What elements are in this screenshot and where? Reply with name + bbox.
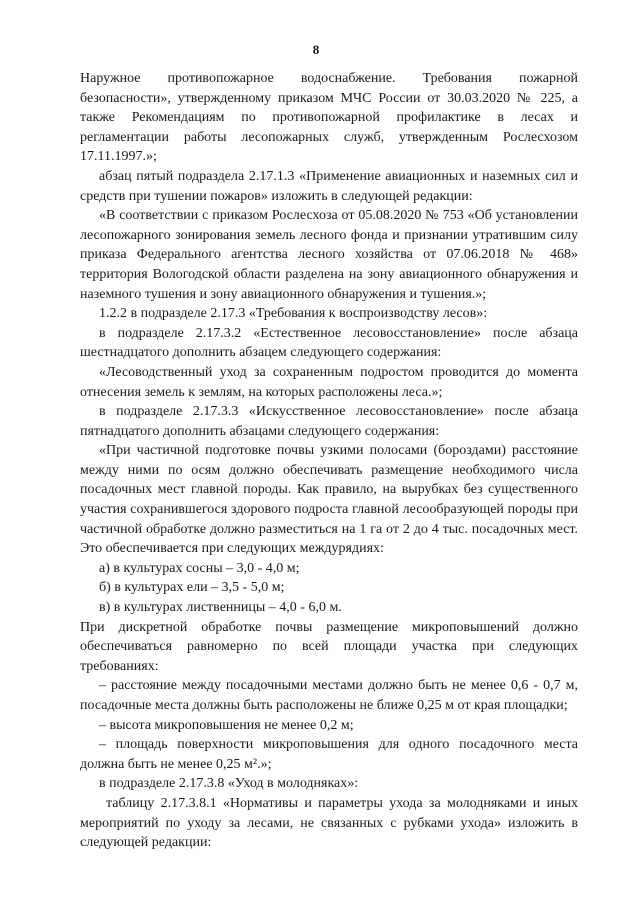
paragraph-continuation: Наружное противопожарное водоснабжение. Требования пожарной безопасности», утвержденному приказом МЧС России от 30.03.2020 № 225, а также Рекомендациям по противопожарной профилактике в лесах и регламентации работы лесопожарных служб, утвержденным Рослесхозом 17.11.1997.»; [80, 71, 578, 165]
paragraph-discrete-treatment: При дискретной обработке почвы размещение микроповышений должно обеспечиваться равномерно по всей площади участка при следующих требованиях: [80, 619, 578, 674]
document-body [80, 69, 578, 853]
paragraph-table-2-17-3-8-1: таблицу 2.17.3.8.1 «Нормативы и параметры ухода за молодняками и иных мероприятий по уходу за лесами, не связанных с рубками ухода» изложить в следующей редакции: [80, 795, 578, 851]
list-item-pine: а) в культурах сосны – 3,0 - 4,0 м; [99, 560, 300, 576]
paragraph-item-1-2-2: 1.2.2 в подразделе 2.17.3 «Требования к воспроизводству лесов»: [99, 306, 488, 322]
list-item-larch: в) в культурах лиственницы – 4,0 - 6,0 м. [99, 600, 342, 616]
paragraph-quoted-rosleshoz-order: «В соответствии с приказом Рослесхоза от 05.08.2020 № 753 «Об установлении лесопожарного зонирования земель лесного фонда и признании утратившим силу приказа Федерального агентства лесного хозяйства от 07.06.2018 № 468» территория Вологодской области разделена на зону авиационного обнаружения и наземного тушения и зону авиационного обнаружения и тушения.»; [80, 208, 578, 302]
requirement-mound-area: – площадь поверхности микроповышения для одного посадочного места должна быть не менее 0,25 м².»; [80, 737, 578, 772]
paragraph-amend-section-2-17-1-3: абзац пятый подраздела 2.17.1.3 «Применение авиационных и наземных сил и средств при тушении пожаров» изложить в следующей редакции: [80, 168, 578, 204]
page-number: 8 [312, 42, 320, 57]
list-item-spruce: б) в культурах ели – 3,5 - 5,0 м; [99, 580, 285, 596]
paragraph-quoted-undergrowth-care: «Лесоводственный уход за сохраненным подростом проводится до момента отнесения земель к землям, на которых расположены леса.»; [80, 364, 578, 400]
paragraph-section-2-17-3-3: в подразделе 2.17.3.3 «Искусственное лесовосстановление» после абзаца пятнадцатого дополнить абзацами следующего содержания: [80, 404, 578, 439]
paragraph-quoted-soil-preparation: «При частичной подготовке почвы узкими полосами (бороздами) расстояние между ними по осям должно обеспечивать размещение необходимого числа посадочных мест главной породы. Как правило, на вырубках без существенного участия сохранившегося здорового подроста главной лесообразующей породы при частичной обработке должно разместиться на 1 га от 2 до 4 тыс. посадочных мест. Это обеспечивается при следующих междурядиях: [80, 443, 578, 557]
requirement-planting-distance: – расстояние между посадочными местами должно быть не менее 0,6 - 0,7 м, посадочные места должны быть расположены не ближе 0,25 м от края площадки; [80, 678, 578, 713]
paragraph-section-2-17-3-8: в подразделе 2.17.3.8 «Уход в молодняках»: [99, 776, 359, 792]
paragraph-section-2-17-3-2: в подразделе 2.17.3.2 «Естественное лесовосстановление» после абзаца шестнадцатого дополнить абзацем следующего содержания: [80, 325, 578, 361]
requirement-mound-height: – высота микроповышения не менее 0,2 м; [99, 717, 354, 733]
